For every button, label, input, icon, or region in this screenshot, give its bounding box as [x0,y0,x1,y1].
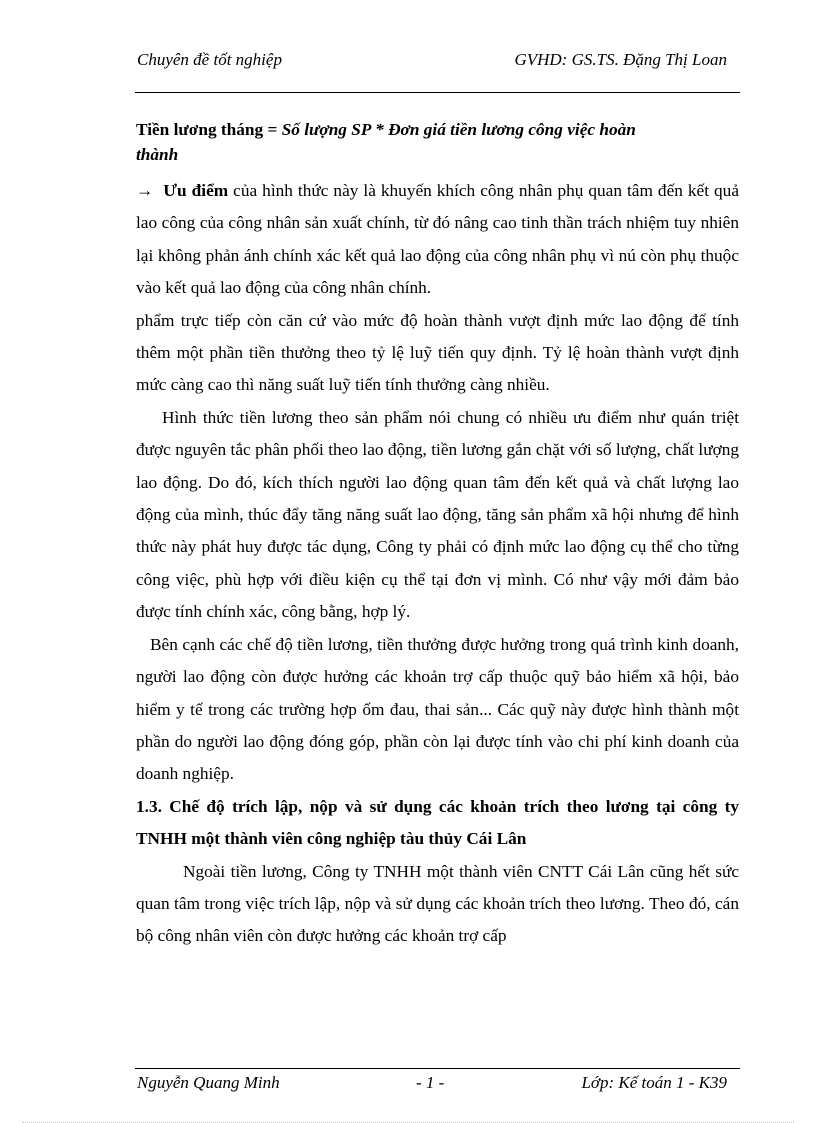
salary-formula [136,117,739,167]
advantages-lead: Ưu điểm [163,181,229,200]
header-right-supervisor: GVHD: GS.TS. Đặng Thị Loan [514,50,727,69]
paragraph-allowances: Bên cạnh các chế độ tiền lương, tiền thưởng được hưởng trong quá trình kinh doanh, người lao động còn được hưởng các khoản trợ cấp thuộc quỹ bảo hiểm xã hội, bảo hiểm y tế trong các trường hợp ốm đau, thai sản... Các quỹ này được hình thành một phần do người lao động đóng góp, phần còn lại được tính vào chi phí kinh doanh của doanh nghiệp. [136,634,739,784]
footer-rule [135,1068,740,1069]
header-left-title: Chuyên đề tốt nghiệp [137,50,282,69]
footer-author: Nguyễn Quang Minh [137,1073,280,1092]
footer-page-number: - 1 - [416,1073,445,1092]
paragraph-product-wage: Hình thức tiền lương theo sản phẩm nói chung có nhiều ưu điểm như quán triệt được nguyên tắc phân phối theo lao động, tiền lương gắn chặt với số lượng, chất lượng lao động. Do đó, kích thích người lao động quan tâm đến kết quả và chất lượng lao động của mình, thúc đẩy tăng năng suất lao động, tăng sản phẩm xã hội nhưng để hình thức này phát huy được tác dụng, Công ty phải có định mức lao động cụ thể cho từng công việc, phù hợp với điều kiện cụ thể tại đơn vị mình. Có như vậy mới đảm bảo được tính chính xác, công bằng, hợp lý. [136,407,739,622]
formula-label: Tiền lương tháng = [136,120,282,139]
advantages-paragraph [136,175,739,305]
formula-expression: Số lượng SP * Đơn giá tiền lương công việc hoàn [281,120,636,139]
advantages-text: của hình thức này là khuyến khích công nhân phụ quan tâm đến kết quả lao công của công nhân sản xuất chính, từ đó nâng cao tinh thần trách nhiệm tuy nhiên lại không phản ánh chính xác kết quả lao động của công nhân phụ vì nú còn phụ thuộc vào kết quả lao động của công nhân chính. [136,181,739,298]
paragraph-bonus-rate: phẩm trực tiếp còn căn cứ vào mức độ hoàn thành vượt định mức lao động để tính thêm một phần tiền thưởng theo tỷ lệ luỹ tiến quy định. Tỷ lệ hoàn thành vượt định mức càng cao thì năng suất luỹ tiến tính thưởng càng nhiều. [136,310,739,395]
header-rule [135,92,740,93]
footer-class: Lớp: Kế toán 1 - K39 [581,1073,727,1092]
paragraph-company-deductions: Ngoài tiền lương, Công ty TNHH một thành viên CNTT Cái Lân cũng hết sức quan tâm trong việc trích lập, nộp và sử dụng các khoản trích theo lương. Theo đó, cán bộ công nhân viên còn được hưởng các khoản trợ cấp [136,861,739,946]
document-body [136,117,739,953]
formula-expression-continued: thành [136,145,179,164]
arrow-right-icon: → [136,181,154,200]
section-heading: 1.3. Chế độ trích lập, nộp và sử dụng các khoản trích theo lương tại công ty TNHH một thành viên công nghiệp tàu thủy Cái Lân [136,796,739,849]
